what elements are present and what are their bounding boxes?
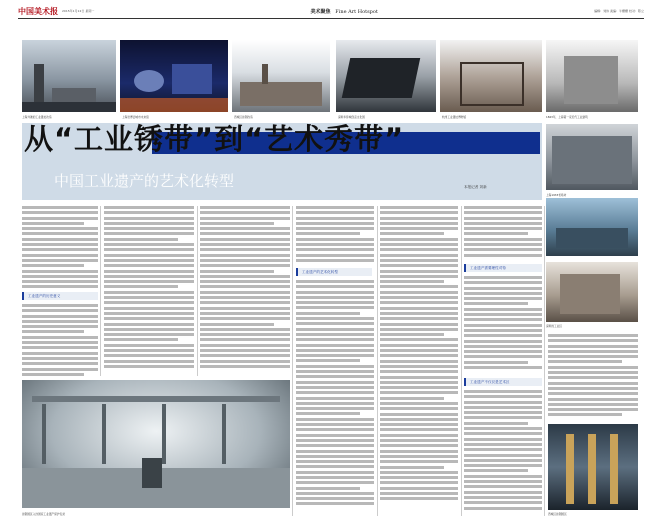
column-rule	[544, 206, 545, 516]
column-rule	[100, 206, 101, 376]
article-column-6b	[464, 276, 542, 374]
photo-top-1	[22, 40, 116, 112]
photo-top-3	[232, 40, 330, 112]
caption-top-1: 上海外滩的工业遗址改造	[22, 115, 52, 119]
article-column-1b	[22, 304, 98, 379]
article-column-6	[464, 206, 542, 262]
article-column-5	[380, 206, 458, 516]
section-heading-2: 工业遗产的艺术化转型	[296, 268, 372, 276]
column-rule	[377, 206, 378, 516]
section-name-en: Fine Art Hotspot	[335, 8, 378, 15]
photo-bottom-large	[22, 380, 290, 508]
section-heading-1: 工业遗产的历史意义	[22, 292, 98, 300]
section-name-cn: 美术聚焦	[310, 8, 331, 15]
photo-right-3	[546, 198, 638, 256]
caption-top-4: 深圳华侨城创意文化园	[338, 115, 365, 119]
caption-top-5: 杭州工业遗址博物馆	[442, 115, 467, 119]
page-header	[18, 6, 644, 16]
column-rule	[461, 206, 462, 516]
article-title: 从“工业锈带”到“艺术秀带”	[24, 122, 405, 156]
caption-bottom-right: 西城区首钢园区	[548, 512, 567, 516]
section-heading-4: 工业遗产不仅仅是艺术区	[464, 378, 542, 386]
header-rule	[18, 18, 644, 19]
byline: 本报记者 刘新	[464, 185, 487, 189]
caption-top-3: 西城区首钢改造	[234, 115, 253, 119]
photo-top-5	[440, 40, 542, 112]
article-column-4	[296, 206, 374, 266]
column-rule	[197, 206, 198, 376]
article-column-7	[548, 334, 638, 420]
photo-right-4	[546, 262, 638, 322]
photo-right-bottom	[548, 424, 638, 510]
masthead: 中国美术报	[18, 5, 58, 16]
section-tag	[311, 8, 378, 15]
column-rule	[292, 206, 293, 516]
section-heading-3: 工业遗产需要理性对待	[464, 264, 542, 272]
article-column-2	[104, 206, 194, 376]
article-column-3	[200, 206, 290, 376]
photo-right-1	[546, 40, 638, 112]
article-column-6c	[464, 390, 542, 516]
dateline: 2015年1月12日 星期一	[62, 9, 95, 13]
caption-bottom-left: 首钢园区入选国家工业遗产保护名录	[22, 512, 65, 516]
editor-credits: 编辑：刘伟 美编：牛姗姗 校对：陈立	[594, 9, 644, 13]
photo-right-2	[546, 124, 638, 190]
photo-top-2	[120, 40, 228, 112]
caption-right-2: 上海1933老场坊	[546, 193, 567, 197]
photo-top-4	[336, 40, 436, 112]
caption-right-3: 深圳的工业区	[546, 324, 563, 328]
article-column-4b	[296, 280, 374, 516]
article-column-1	[22, 206, 98, 288]
caption-right-1: 1843年，上海第一家近代工业建筑	[546, 115, 588, 119]
caption-top-2: 上海世博会城市未来馆	[122, 115, 149, 119]
article-subtitle: 中国工业遗产的艺术化转型	[54, 172, 235, 190]
